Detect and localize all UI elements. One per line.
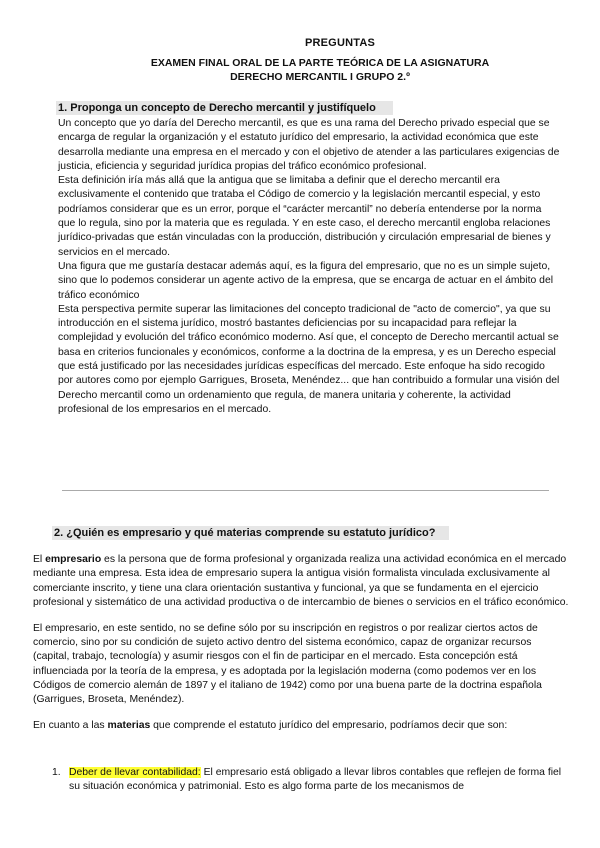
paragraph: Esta perspectiva permite superar las limitaciones del concepto tradicional de "acto de comercio", ya que su introducción en el sistema jurídico, mostró bastantes deficiencias por su incapacidad para reflejar la complejidad y evolución del tráfico económico moderno. Así que, el concepto de Derecho mercantil actual se basa en criterios funcionales y económicos, conforme a la doctrina de la empresa, y es un Derecho especial que está justificado por las necesidades jurídicas específicas del mercado. Este enfoque ha sido recogido por autores como por ejemplo Garrigues, Broseta, Menéndez... que han contribuido a formular una visión del Derecho mercantil como un ordenamiento que regula, de manera unitaria y coherente, la actividad profesional de los empresarios en el mercado. — [58, 303, 560, 415]
paragraph: El empresario, en este sentido, no se define sólo por su inscripción en registros o por realizar ciertos actos de comercio, sino por su condición de sujeto activo dentro del sistema económico, capaz de organizar recursos (capital, trabajo, tecnología) y asumir riesgos con el fin de participar en el mercado. Esta concepción está influenciada por la teoría de la empresa, y es adoptada por la legislación moderna (como podemos ver en los Códigos de comercio alemán de 1897 y el italiano de 1942) como por una buena parte de la doctrina española (Garrigues, Broseta, Menéndez). — [33, 622, 542, 706]
list-item — [52, 766, 567, 795]
text-run: que comprende el estatuto jurídico del empresario, podríamos decir que son: — [150, 719, 508, 731]
list-number: 1. — [52, 767, 61, 778]
text-run: El empresario está obligado a llevar libros contables que reflejen de forma fiel su situación económica y patrimonial. Esto es algo forma parte de los mecanismos de — [69, 767, 562, 793]
paragraph — [33, 719, 569, 733]
doc-label: PREGUNTAS — [304, 37, 376, 49]
paragraph: Esta definición iría más allá que la antigua que se limitaba a definir que el derecho mercantil era exclusivamente el contenido que trataba el Código de comercio y la legislación mercantil especial, y esto podríamos considerar que es un error, porque el “carácter mercantil” no debería entenderse por la norma que lo regula, sino por la materia que es regulada. Y en este caso, el derecho mercantil engloba relaciones jurídico-privadas que están vinculadas con la producción, distribución y circulación empresarial de bienes y servicios en el mercado. — [58, 175, 551, 258]
doc-title-line1: EXAMEN FINAL ORAL DE LA PARTE TEÓRICA DE LA ASIGNATURA — [150, 57, 490, 69]
question-1-body — [58, 117, 560, 417]
list-text — [69, 766, 567, 795]
question-1-heading: 1. Proponga un concepto de Derecho mercantil y justifíquelo — [56, 101, 393, 115]
paragraph: Una figura que me gustaría destacar además aquí, es la figura del empresario, que no es un simple sujeto, sino que lo podemos considerar un agente activo de la empresa, que se encarga de actuar en el ámbito del tráfico económico — [58, 260, 554, 301]
doc-title-line2: DERECHO MERCANTIL I GRUPO 2.º — [230, 71, 410, 83]
bold-term: empresario — [45, 554, 102, 565]
paragraph: Un concepto que yo daría del Derecho mercantil, es que es una rama del Derecho privado especial que se encarga de regular la organización y el estatuto jurídico del empresario, la actividad económica que este desarrolla mediante una empresa en el mercado y con el objetivo de atender a las particulares exigencias de justicia, eficiencia y seguridad jurídica propias del tráfico económico profesional. — [58, 118, 560, 172]
text-run: En cuanto a las — [33, 719, 108, 731]
paragraph — [33, 553, 569, 610]
question-2-heading: 2. ¿Quién es empresario y qué materias comprende su estatuto jurídico? — [52, 526, 449, 540]
text-run: es la persona que de forma profesional y organizada realiza una actividad económica en el mercado mediante una empresa. Esta idea de empresario supera la antigua visión formalista vinculada exclusivamente al comerciante inscrito, y tiene una clara orientación sustantiva y funcional, ya que se fundamenta en el ejercicio profesional y sistemático de una actividad productiva o de intercambio de bienes o servicios en el tráfico económico. — [33, 554, 569, 608]
bold-term: materias — [107, 719, 151, 731]
question-2-body — [33, 553, 569, 745]
highlighted-term: Deber de llevar contabilidad: — [69, 767, 201, 778]
text-run: El — [33, 554, 46, 565]
section-divider — [62, 490, 549, 491]
doc-title — [0, 56, 600, 84]
